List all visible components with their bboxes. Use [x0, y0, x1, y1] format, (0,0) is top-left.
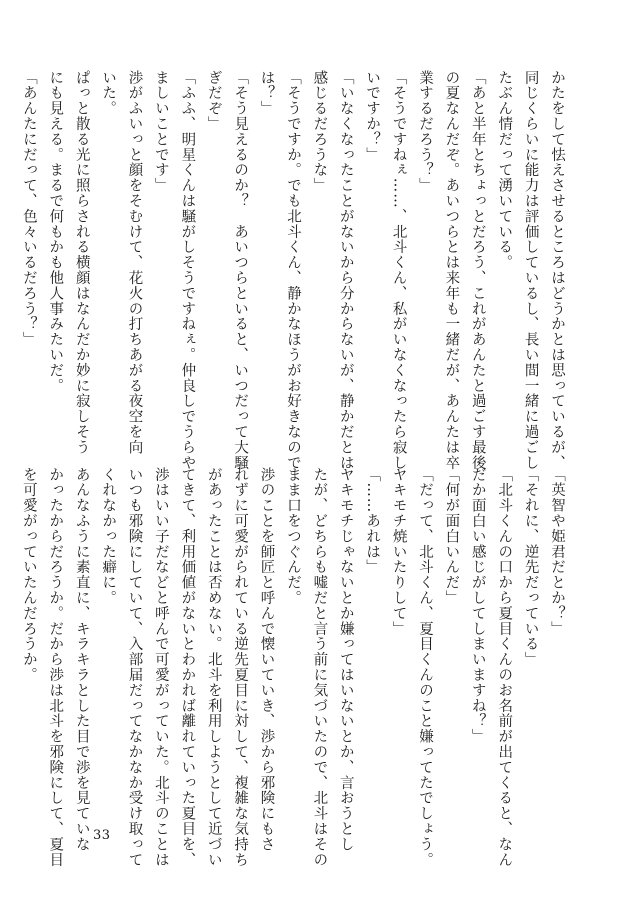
text-line: 「あと半年とちょっとだろう、これがあんたと過ごす最後 — [469, 70, 486, 471]
text-line: ぎだぞ」 — [205, 70, 222, 132]
text-line: ましいことです」 — [152, 70, 169, 194]
text-line: 「ふふ、明星くんは騒がしそうですねぇ。仲良しでうらや — [179, 70, 196, 471]
text-line: ヤキモチ焼いたりして」 — [390, 467, 407, 637]
text-line: 「いなくなったことがないから分からないが、静かだとは — [337, 70, 354, 471]
text-line: 「それに、逆先だっている」 — [522, 467, 539, 668]
text-line: いつも邪険にしていて、入部届だってなかなか受け取って — [126, 467, 143, 868]
text-line: まま口をつぐんだ。 — [284, 467, 301, 606]
text-line: いた。 — [100, 70, 117, 117]
top-text-block — [15, 70, 570, 471]
text-line: かったからだろうか。だから渉は北斗を邪険にして、夏目 — [47, 467, 64, 868]
text-line: があったことは否めない。北斗を利用しようとして近づい — [205, 467, 222, 868]
text-line: 業するだろう？」 — [416, 70, 433, 194]
text-line: 「そうですか。でも北斗くん、静かなほうがお好きなので — [284, 70, 301, 471]
bottom-text-block — [15, 467, 570, 868]
text-line: 渉のことを師匠と呼んで懐いていき、渉から邪険にもさ — [258, 467, 275, 852]
text-line: だか面白い感じがしてしまいますね？」 — [469, 467, 486, 745]
text-line: 同じくらいに能力は評価しているし、長い間一緒に過ごし — [522, 70, 539, 471]
text-line: にも見える。まるで何もかも他人事みたいだ。 — [47, 70, 64, 394]
text-line: くれなかった癖に。 — [100, 467, 117, 606]
text-line: 「英智や姫君だとか？」 — [549, 467, 565, 637]
text-line: 「……あれは」 — [364, 467, 381, 575]
text-line: 感じるだろうな」 — [311, 70, 328, 194]
page-number: 33 — [93, 828, 111, 843]
text-line: ぱっと散る光に照らされる横顔はなんだか妙に寂しそう — [73, 70, 90, 455]
text-line: 「何が面白いんだ」 — [443, 467, 460, 606]
text-line: は？」 — [258, 70, 275, 117]
text-line: 「そうですねぇ……、北斗くん、私がいなくなったら寂し — [390, 70, 407, 471]
text-line: 「だって、北斗くん、夏目くんのこと嫌ってたでしょう。 — [416, 467, 433, 868]
text-line: れずに可愛がられている逆先夏目に対して、複雑な気持ち — [232, 467, 249, 868]
text-line: いですか？」 — [364, 70, 381, 163]
text-line: ヤキモチじゃないとか嫌ってはいないとか、言おうとし — [337, 467, 354, 852]
text-line: 「そう見えるのか？ あいつらといると、いつだって大騒 — [232, 70, 249, 471]
text-line: 「あんたにだって、色々いるだろう？」 — [20, 70, 37, 348]
text-line: 渉がふいっと顔をそむけて、花火の打ちあがる夜空を向 — [126, 70, 143, 455]
text-line: を可愛がっていたんだろうか。 — [20, 467, 37, 683]
text-line: かたをして怯えさせるところはどうかとは思っているが、 — [549, 70, 565, 471]
text-line: たぶん情だって湧いている。 — [496, 70, 513, 271]
text-line: てきて、利用価値がないとわかれば離れていった夏目を、 — [179, 467, 196, 868]
text-line: 渉はいい子だなどと呼んで可愛がっていた。北斗のことは — [152, 467, 169, 868]
text-line: 「北斗くんの口から夏目くんのお名前が出てくると、なん — [496, 467, 513, 868]
text-line: の夏なんだぞ。あいつらとは来年も一緒だが、あんたは卒 — [443, 70, 460, 471]
text-line: たが、どちらも嘘だと言う前に気づいたので、北斗はその — [311, 467, 328, 868]
text-line: あんなふうに素直に、キラキラとした目で渉を見ていな — [73, 467, 90, 852]
